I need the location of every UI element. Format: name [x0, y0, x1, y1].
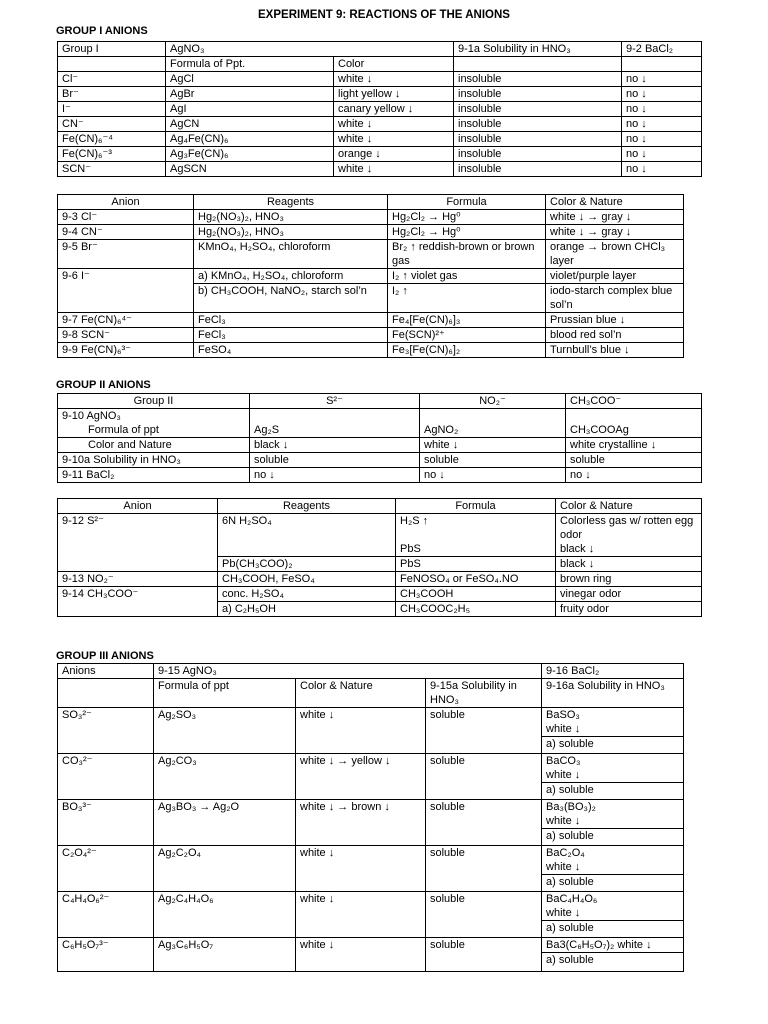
group2-col-no2: NO₂⁻ [420, 394, 566, 409]
formula-cell: Fe₄[Fe(CN)₆]₃ [388, 313, 546, 328]
ch3coo-cell: soluble [566, 453, 702, 468]
group3-table [57, 663, 684, 972]
ba-precipitate-line: BaSO₃ [546, 709, 580, 721]
bacl2-cell [542, 892, 684, 938]
table-row [58, 892, 684, 938]
color-nature-cell: white ↓ [296, 708, 426, 754]
group1-tests-col-reagents: Reagents [194, 195, 388, 210]
formula-cell: Ag₂SO₃ [154, 708, 296, 754]
table-row [58, 557, 702, 572]
reagents-cell: Hg₂(NO₃)₂, HNO₃ [194, 210, 388, 225]
group3-col-color: Color & Nature [296, 679, 426, 708]
group2-table-body [58, 409, 702, 483]
table-row [58, 468, 702, 483]
anion-cell: 9-6 I⁻ [58, 269, 194, 284]
group1-tests-body [58, 210, 684, 358]
reagents-cell: FeSO₄ [194, 343, 388, 358]
anion-cell: 9-14 CH₃COO⁻ [58, 587, 218, 602]
group2-tests-body [58, 514, 702, 617]
group2-col-ch3coo: CH₃COO⁻ [566, 394, 702, 409]
ba-solubility-line: a) soluble [542, 920, 683, 935]
anion-cell: Cl⁻ [58, 72, 166, 87]
formula-cell: I₂ ↑ violet gas [388, 269, 546, 284]
color-nature-cell: blood red sol’n [546, 328, 684, 343]
group3-col-formula: Formula of ppt [154, 679, 296, 708]
anion-cell [58, 602, 218, 617]
reagents-cell: conc. H₂SO₄ [218, 587, 396, 602]
bacl2-cell: no ↓ [622, 87, 702, 102]
table-row [58, 117, 702, 132]
table-row [58, 313, 684, 328]
group2-tests-col-formula: Formula [396, 499, 556, 514]
ba-precipitate-line: BaCO₃ [546, 755, 581, 767]
anion-cell: 9-8 SCN⁻ [58, 328, 194, 343]
color-cell: orange ↓ [334, 147, 454, 162]
table-row [58, 269, 684, 284]
bacl2-cell [542, 938, 684, 972]
solubility-cell: insoluble [454, 117, 622, 132]
formula-cell: H₂S ↑ PbS [396, 514, 556, 557]
no2-cell: no ↓ [420, 468, 566, 483]
table-row [58, 587, 702, 602]
table-row [58, 328, 684, 343]
ba-solubility-line: a) soluble [542, 874, 683, 889]
table-row [58, 800, 684, 846]
formula-cell: Fe(SCN)²⁺ [388, 328, 546, 343]
color-nature-cell: fruity odor [556, 602, 702, 617]
group2-col-s2: S²⁻ [250, 394, 420, 409]
color-nature-cell: white ↓ [296, 892, 426, 938]
group3-header-row [58, 664, 684, 679]
ba-precipitate-line: white ↓ [546, 815, 581, 827]
color-nature-cell: white ↓ → brown ↓ [296, 800, 426, 846]
ba-precipitate-line: Ba₃(BO₃)₂ [546, 801, 596, 813]
color-nature-cell: Colorless gas w/ rotten egg odor black ↓ [556, 514, 702, 557]
group-cell: 9-11 BaCl₂ [58, 468, 250, 483]
group2-table [57, 393, 702, 483]
reagents-cell: a) C₂H₅OH [218, 602, 396, 617]
formula-cell: AgSCN [166, 162, 334, 177]
table-row [58, 225, 684, 240]
ch3coo-cell: no ↓ [566, 468, 702, 483]
color-nature-cell: Prussian blue ↓ [546, 313, 684, 328]
formula-cell: Ag₃Fe(CN)₆ [166, 147, 334, 162]
solubility-cell: insoluble [454, 102, 622, 117]
color-nature-cell: brown ring [556, 572, 702, 587]
ch3coo-cell: white crystalline ↓ [566, 438, 702, 453]
formula-cell: Fe₃[Fe(CN)₆]₂ [388, 343, 546, 358]
solubility-cell: insoluble [454, 72, 622, 87]
bacl2-cell: no ↓ [622, 102, 702, 117]
ba-precipitate-line: white ↓ [546, 861, 581, 873]
group3-col-agno3: 9-15 AgNO₃ [154, 664, 542, 679]
color-cell: light yellow ↓ [334, 87, 454, 102]
anion-cell: C₆H₅O₇³⁻ [58, 938, 154, 972]
bacl2-cell: no ↓ [622, 147, 702, 162]
ba-precipitate-line: white ↓ [546, 907, 581, 919]
formula-cell: AgCN [166, 117, 334, 132]
table-row [58, 87, 702, 102]
solubility-cell: soluble [426, 754, 542, 800]
anion-cell: I⁻ [58, 102, 166, 117]
table-row [58, 409, 702, 424]
group1-col-formula: Formula of Ppt. [166, 57, 334, 72]
group1-tests-col-anion: Anion [58, 195, 194, 210]
anion-cell: 9-9 Fe(CN)₆³⁻ [58, 343, 194, 358]
color-cell: white ↓ [334, 72, 454, 87]
reagents-cell: a) KMnO₄, H₂SO₄, chloroform [194, 269, 388, 284]
table-row [58, 132, 702, 147]
s2-cell: soluble [250, 453, 420, 468]
formula-cell: PbS [396, 557, 556, 572]
solubility-cell: insoluble [454, 147, 622, 162]
group2-col-group: Group II [58, 394, 250, 409]
anion-cell: Fe(CN)₆⁻³ [58, 147, 166, 162]
group3-col-ba-solubility: 9-16a Solubility in HNO₃ [542, 679, 684, 708]
anion-cell: BO₃³⁻ [58, 800, 154, 846]
s2-cell: Ag₂S [250, 423, 420, 438]
reagents-cell: 6N H₂SO₄ [218, 514, 396, 557]
anion-cell [58, 284, 194, 313]
table-row [58, 162, 702, 177]
formula-cell: AgI [166, 102, 334, 117]
color-nature-cell: Turnbull’s blue ↓ [546, 343, 684, 358]
table-row [58, 708, 684, 754]
group-cell: Color and Nature [58, 438, 250, 453]
ba-solubility-line: a) soluble [542, 736, 683, 751]
group-cell: 9-10a Solubility in HNO₃ [58, 453, 250, 468]
group3-col-bacl2: 9-16 BaCl₂ [542, 664, 684, 679]
ch3coo-cell [566, 409, 702, 424]
anion-cell: Br⁻ [58, 87, 166, 102]
formula-cell: Ag₃C₆H₅O₇ [154, 938, 296, 972]
color-cell: white ↓ [334, 162, 454, 177]
solubility-cell: insoluble [454, 87, 622, 102]
group1-subheader-blank [58, 57, 166, 72]
group1-table-body [58, 72, 702, 177]
table-row [58, 102, 702, 117]
group1-col-agno3: AgNO₃ [166, 42, 454, 57]
formula-cell: FeNOSO₄ or FeSO₄.NO [396, 572, 556, 587]
ba-precipitate-line: white ↓ [546, 769, 581, 781]
bacl2-cell [542, 754, 684, 800]
reagents-cell: b) CH₃COOH, NaNO₂, starch sol’n [194, 284, 388, 313]
solubility-cell: insoluble [454, 162, 622, 177]
anion-cell: 9-13 NO₂⁻ [58, 572, 218, 587]
group-cell: 9-10 AgNO₃ [58, 409, 250, 424]
ba-solubility-line: a) soluble [542, 952, 683, 967]
group1-tests-table [57, 194, 684, 358]
formula-cell: Hg₂Cl₂ → Hg⁰ [388, 225, 546, 240]
reagents-cell: CH₃COOH, FeSO₄ [218, 572, 396, 587]
group1-col-bacl2: 9-2 BaCl₂ [622, 42, 702, 57]
reagents-cell: KMnO₄, H₂SO₄, chloroform [194, 240, 388, 269]
table-row [58, 423, 702, 438]
group1-heading: GROUP I ANIONS [56, 25, 148, 37]
no2-cell: soluble [420, 453, 566, 468]
anion-cell: 9-12 S²⁻ [58, 514, 218, 557]
formula-cell: Ag₂CO₃ [154, 754, 296, 800]
bacl2-cell: no ↓ [622, 132, 702, 147]
color-cell: white ↓ [334, 132, 454, 147]
formula-cell: Ag₄Fe(CN)₆ [166, 132, 334, 147]
formula-cell: Ag₂C₂O₄ [154, 846, 296, 892]
anion-cell: SO₃²⁻ [58, 708, 154, 754]
group3-subheader-blank [58, 679, 154, 708]
group2-tests-col-reagents: Reagents [218, 499, 396, 514]
bacl2-cell: no ↓ [622, 72, 702, 87]
bacl2-cell [542, 708, 684, 754]
group1-tests-col-color: Color & Nature [546, 195, 684, 210]
anion-cell [58, 557, 218, 572]
anion-cell: 9-5 Br⁻ [58, 240, 194, 269]
formula-cell: I₂ ↑ [388, 284, 546, 313]
formula-cell: CH₃COOH [396, 587, 556, 602]
color-cell: canary yellow ↓ [334, 102, 454, 117]
table-row [58, 453, 702, 468]
group2-tests-table [57, 498, 702, 617]
formula-cell: Ag₂C₄H₄O₆ [154, 892, 296, 938]
solubility-cell: soluble [426, 800, 542, 846]
ba-precipitate-line: Ba3(C₆H₅O₇)₂ white ↓ [546, 939, 652, 951]
anion-cell: CO₃²⁻ [58, 754, 154, 800]
color-nature-cell: orange → brown CHCl₃ layer [546, 240, 684, 269]
table-row [58, 602, 702, 617]
color-nature-cell: white ↓ → gray ↓ [546, 225, 684, 240]
reagents-cell: Hg₂(NO₃)₂, HNO₃ [194, 225, 388, 240]
ba-solubility-line: a) soluble [542, 828, 683, 843]
color-nature-cell: black ↓ [556, 557, 702, 572]
s2-cell [250, 409, 420, 424]
color-nature-cell: white ↓ → yellow ↓ [296, 754, 426, 800]
color-nature-cell: white ↓ [296, 846, 426, 892]
group1-tests-col-formula: Formula [388, 195, 546, 210]
color-cell: white ↓ [334, 117, 454, 132]
solubility-cell: insoluble [454, 132, 622, 147]
anion-cell: 9-3 Cl⁻ [58, 210, 194, 225]
group2-tests-col-color: Color & Nature [556, 499, 702, 514]
anion-cell: CN⁻ [58, 117, 166, 132]
table-row [58, 72, 702, 87]
table-row [58, 210, 684, 225]
anion-cell: Fe(CN)₆⁻⁴ [58, 132, 166, 147]
group1-col-group: Group I [58, 42, 166, 57]
reagents-cell: FeCl₃ [194, 328, 388, 343]
anion-cell: SCN⁻ [58, 162, 166, 177]
table-row [58, 240, 684, 269]
formula-cell: CH₃COOC₂H₅ [396, 602, 556, 617]
formula-cell: Ag₃BO₃ → Ag₂O [154, 800, 296, 846]
color-nature-cell: iodo-starch complex blue sol’n [546, 284, 684, 313]
s2-cell: no ↓ [250, 468, 420, 483]
table-row [58, 438, 702, 453]
solubility-cell: soluble [426, 892, 542, 938]
ba-precipitate-line: white ↓ [546, 723, 581, 735]
table-row [58, 514, 702, 557]
table-row [58, 343, 684, 358]
no2-cell: white ↓ [420, 438, 566, 453]
group1-col-color: Color [334, 57, 454, 72]
color-nature-cell: white ↓ → gray ↓ [546, 210, 684, 225]
group2-heading: GROUP II ANIONS [56, 379, 151, 391]
group1-table [57, 41, 702, 177]
color-nature-cell: vinegar odor [556, 587, 702, 602]
s2-cell: black ↓ [250, 438, 420, 453]
group1-col-solubility: 9-1a Solubility in HNO₃ [454, 42, 622, 57]
group3-table-body [58, 708, 684, 972]
table-row [58, 754, 684, 800]
no2-cell [420, 409, 566, 424]
group2-tests-col-anion: Anion [58, 499, 218, 514]
solubility-cell: soluble [426, 938, 542, 972]
group2-header-row [58, 394, 702, 409]
group1-tests-header-row [58, 195, 684, 210]
anion-cell: 9-4 CN⁻ [58, 225, 194, 240]
anion-cell: C₄H₄O₆²⁻ [58, 892, 154, 938]
group3-subheader-row [58, 679, 684, 708]
group3-col-solubility: 9-15a Solubility in HNO₃ [426, 679, 542, 708]
color-nature-cell: violet/purple layer [546, 269, 684, 284]
bacl2-cell [542, 800, 684, 846]
table-row [58, 938, 684, 972]
bacl2-cell: no ↓ [622, 162, 702, 177]
ba-solubility-line: a) soluble [542, 782, 683, 797]
formula-cell: AgBr [166, 87, 334, 102]
color-nature-cell: white ↓ [296, 938, 426, 972]
group3-heading: GROUP III ANIONS [56, 650, 154, 662]
group-cell: Formula of ppt [58, 423, 250, 438]
group1-subheader-blank [454, 57, 622, 72]
ba-precipitate-line: BaC₂O₄ [546, 847, 585, 859]
anion-cell: C₂O₄²⁻ [58, 846, 154, 892]
table-row [58, 572, 702, 587]
table-row [58, 147, 702, 162]
bacl2-cell [542, 846, 684, 892]
no2-cell: AgNO₂ [420, 423, 566, 438]
ch3coo-cell: CH₃COOAg [566, 423, 702, 438]
reagents-cell: FeCl₃ [194, 313, 388, 328]
formula-cell: Br₂ ↑ reddish-brown or brown gas [388, 240, 546, 269]
ba-precipitate-line: BaC₄H₄O₆ [546, 893, 598, 905]
reagents-cell: Pb(CH₃COO)₂ [218, 557, 396, 572]
solubility-cell: soluble [426, 708, 542, 754]
anion-cell: 9-7 Fe(CN)₆⁴⁻ [58, 313, 194, 328]
table-row [58, 284, 684, 313]
formula-cell: Hg₂Cl₂ → Hg⁰ [388, 210, 546, 225]
solubility-cell: soluble [426, 846, 542, 892]
group3-col-anions: Anions [58, 664, 154, 679]
group1-header-row [58, 42, 702, 57]
group1-subheader-blank [622, 57, 702, 72]
table-row [58, 846, 684, 892]
formula-cell: AgCl [166, 72, 334, 87]
group2-tests-header-row [58, 499, 702, 514]
bacl2-cell: no ↓ [622, 117, 702, 132]
page-title: EXPERIMENT 9: REACTIONS OF THE ANIONS [258, 9, 510, 21]
group1-subheader-row [58, 57, 702, 72]
